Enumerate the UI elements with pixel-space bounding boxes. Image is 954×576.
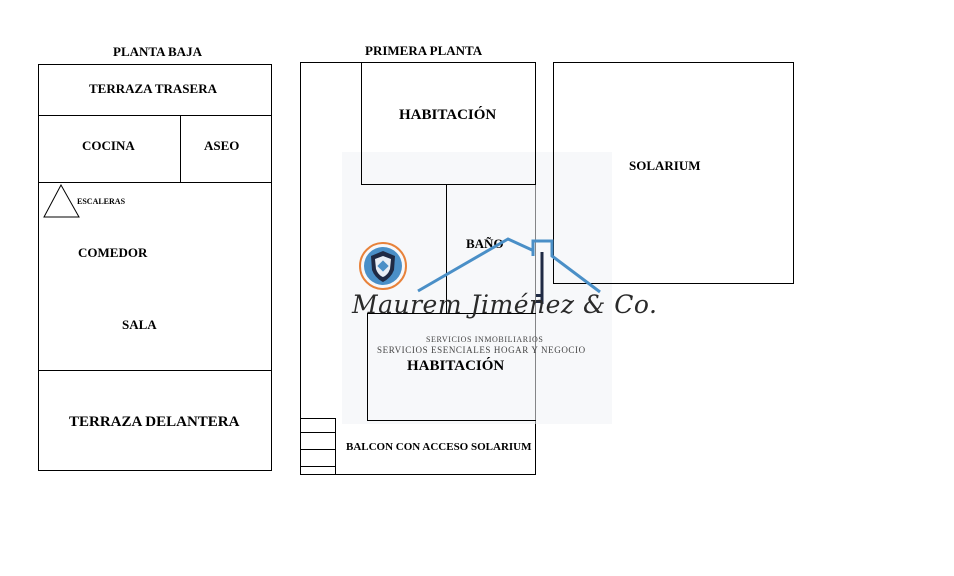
divider-front-terrace (38, 370, 272, 371)
room-front-terrace: TERRAZA DELANTERA (69, 414, 240, 430)
balcony-stair-edge (335, 418, 336, 475)
room-stairs: ESCALERAS (77, 197, 126, 206)
room-dining: COMEDOR (78, 245, 148, 260)
room-solarium: SOLARIUM (629, 158, 701, 173)
divider-rear-terrace (38, 115, 272, 116)
room-kitchen: COCINA (82, 138, 135, 153)
divider-kitchen-toilet (180, 115, 181, 182)
balcony-stair-step (300, 449, 335, 450)
room-toilet: ASEO (204, 138, 240, 153)
watermark-brand: Maurem Jiménez & Co. (352, 290, 658, 319)
watermark-line1: SERVICIOS INMOBILIARIOS (426, 335, 544, 344)
balcony-stair-step (300, 466, 335, 467)
room-bedroom-bottom: HABITACIÓN (407, 358, 505, 374)
room-bedroom-top: HABITACIÓN (399, 107, 497, 123)
ground-floor-plan (38, 64, 272, 471)
stairs-triangle-icon (42, 183, 82, 219)
room-rear-terrace: TERRAZA TRASERA (89, 81, 217, 96)
room-living: SALA (122, 317, 157, 332)
first-floor-title: PRIMERA PLANTA (365, 43, 483, 58)
watermark-shield-logo-icon (357, 240, 409, 292)
watermark-line2: SERVICIOS ESENCIALES HOGAR Y NEGOCIO (377, 345, 586, 355)
ground-floor-title: PLANTA BAJA (113, 44, 202, 59)
room-bathroom: BAÑO (466, 236, 504, 251)
balcony-stair-step (300, 432, 335, 433)
room-balcony: BALCON CON ACCESO SOLARIUM (346, 441, 532, 453)
balcony-stair-step (300, 418, 335, 419)
